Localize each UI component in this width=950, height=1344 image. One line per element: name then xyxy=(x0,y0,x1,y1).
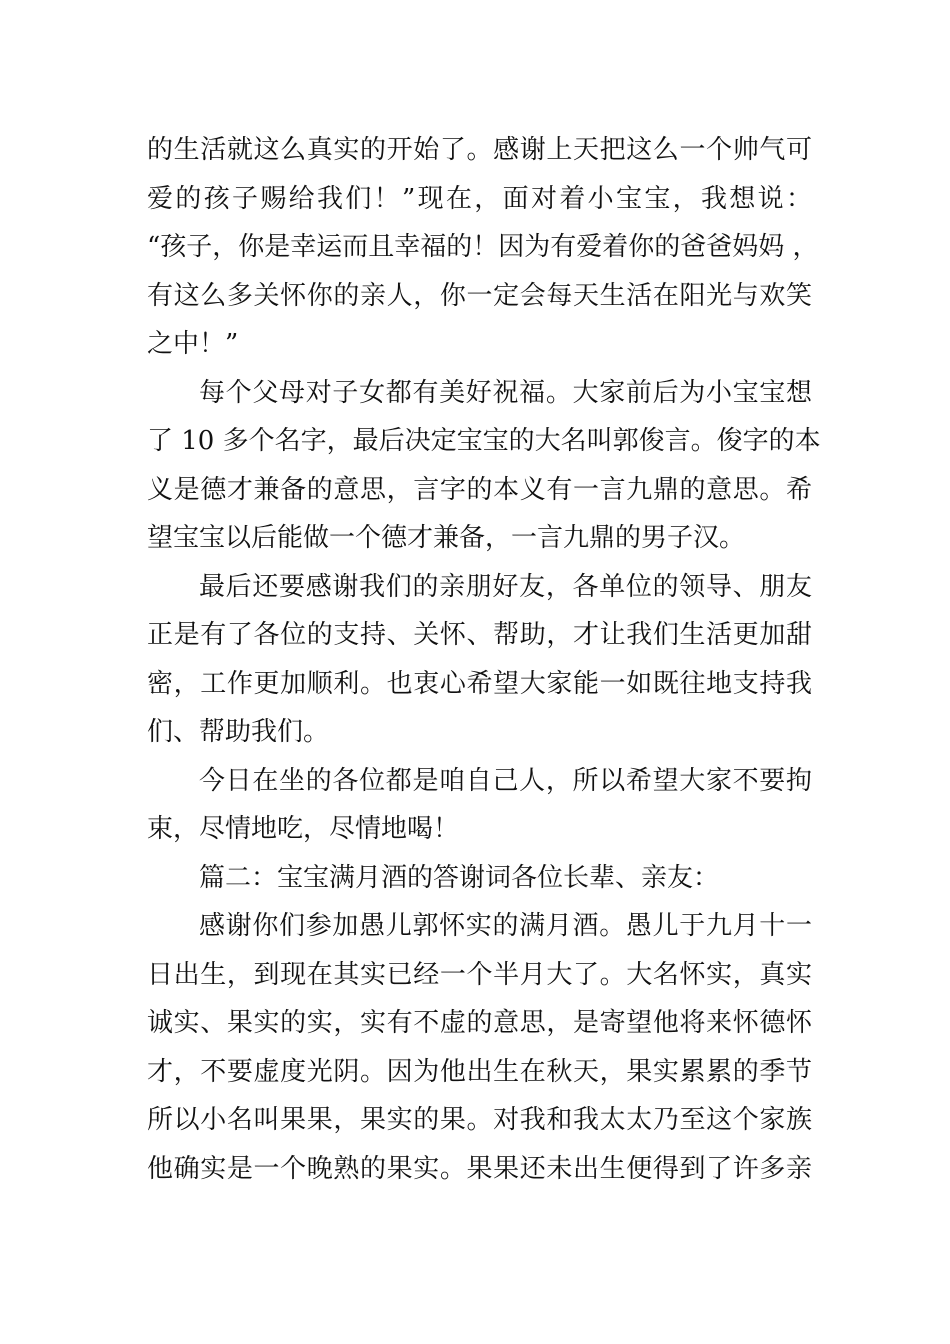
text-line: 之中！” xyxy=(147,329,239,359)
text-line: 了 10 多个名字，最后决定宝宝的大名叫郭俊言。俊字的本 xyxy=(147,426,821,456)
text-line: 诚实、果实的实，实有不虚的意思，是寄望他将来怀德怀 xyxy=(147,1008,812,1038)
text-line: 义是德才兼备的意思，言字的本义有一言九鼎的意思。希 xyxy=(147,474,812,505)
text-line: 的生活就这么真实的开始了。感谢上天把这么一个帅气可 xyxy=(147,135,812,165)
paragraph-first-line: 感谢你们参加愚儿郭怀实的满月酒。愚儿于九月十一 xyxy=(199,911,812,941)
section-heading: 篇二：宝宝满月酒的答谢词各位长辈、亲友： xyxy=(199,862,720,893)
text-line: 正是有了各位的支持、关怀、帮助，才让我们生活更加甜 xyxy=(147,620,812,650)
text-line: 才，不要虚度光阴。因为他出生在秋天，果实累累的季节 xyxy=(147,1056,812,1087)
text-line: 们、帮助我们。 xyxy=(147,717,330,747)
body-text xyxy=(147,126,821,1193)
text-line: 他确实是一个晚熟的果实。果果还未出生便得到了许多亲 xyxy=(147,1153,812,1184)
text-line: 日出生，到现在其实已经一个半月大了。大名怀实，真实 xyxy=(147,959,812,990)
text-line: 密，工作更加顺利。也衷心希望大家能一如既往地支持我 xyxy=(147,668,812,699)
text-line: 束，尽情地吃，尽情地喝！ xyxy=(147,814,460,844)
text-line: 望宝宝以后能做一个德才兼备，一言九鼎的男子汉。 xyxy=(147,523,746,553)
paragraph-first-line: 今日在坐的各位都是咱自己人，所以希望大家不要拘 xyxy=(199,765,812,796)
paragraph-first-line: 最后还要感谢我们的亲朋好友，各单位的领导、朋友 xyxy=(199,571,812,602)
text-line: 爱的孩子赐给我们！”现在，面对着小宝宝，我想说： xyxy=(147,183,812,214)
text-line: 所以小名叫果果，果实的果。对我和我太太乃至这个家族 xyxy=(147,1105,812,1135)
text-line: 有这么多关怀你的亲人，你一定会每天生活在阳光与欢笑 xyxy=(147,280,812,311)
text-line: “孩子，你是幸运而且幸福的！因为有爱着你的爸爸妈妈 ， xyxy=(147,232,819,262)
paragraph-first-line: 每个父母对子女都有美好祝福。大家前后为小宝宝想 xyxy=(199,377,812,408)
